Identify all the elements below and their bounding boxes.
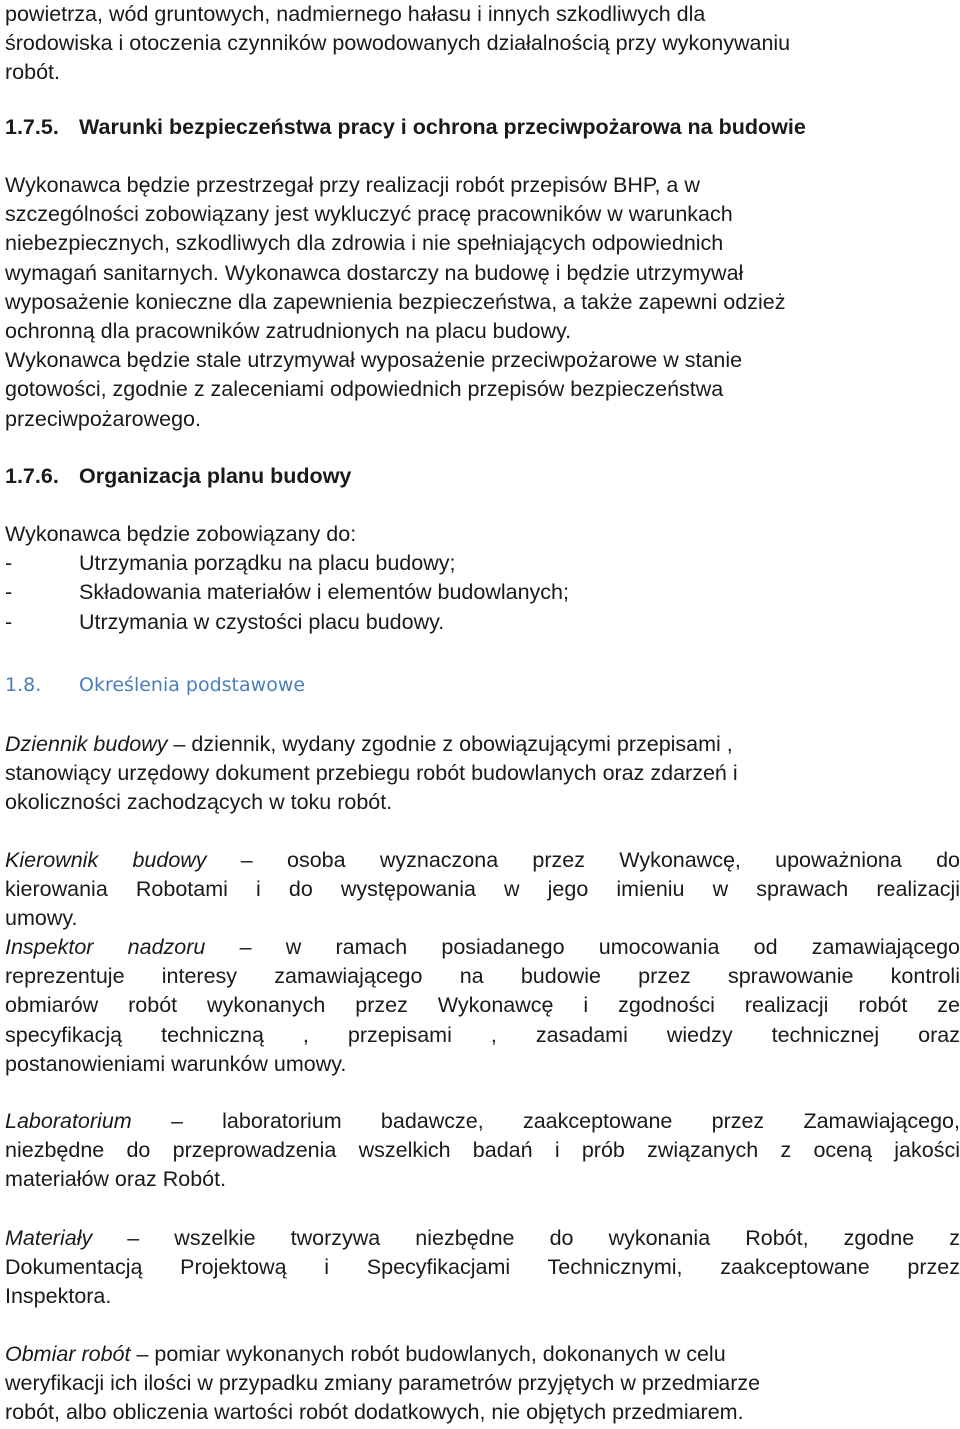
definition-kierownik-budowy <box>5 846 960 934</box>
definition-line: stanowiący urzędowy dokument przebiegu robót budowlanych oraz zdarzeń i <box>5 761 738 786</box>
definition-term: Materiały <box>5 1226 93 1250</box>
list-lead: Wykonawca będzie zobowiązany do: <box>5 522 357 546</box>
definition-line: umowy. <box>5 906 78 931</box>
paragraph-line: szczególności zobowiązany jest wykluczyć pracę pracowników w warunkach <box>5 202 733 227</box>
definition-line: postanowieniami warunków umowy. <box>5 1051 347 1076</box>
definition-line: materiałów oraz Robót. <box>5 1167 227 1192</box>
definition-line: obmiarów robót wykonanych przez Wykonawcę i zgodności realizacji robót ze <box>5 993 960 1018</box>
paragraph-line: Wykonawca będzie przestrzegał przy realizacji robót przepisów BHP, a w <box>5 173 700 197</box>
section-number: 1.7.5. <box>5 115 59 139</box>
definition-laboratorium <box>5 1107 960 1195</box>
paragraph-line: gotowości, zgodnie z zaleceniami odpowiednich przepisów bezpieczeństwa <box>5 377 724 402</box>
paragraph-line: ochronną dla pracowników zatrudnionych na placu budowy. <box>5 319 572 344</box>
definition-term: Inspektor nadzoru <box>5 935 206 959</box>
definition-line: weryfikacji ich ilości w przypadku zmiany parametrów przyjętych w przedmiarze <box>5 1371 761 1396</box>
definition-line: okoliczności zachodzących w toku robót. <box>5 790 393 815</box>
paragraph-line: niebezpiecznych, szkodliwych dla zdrowia i nie spełniających odpowiednich <box>5 231 724 256</box>
definition-line: kierowania Robotami i do występowania w jego imieniu w sprawach realizacji <box>5 877 960 902</box>
paragraph-line: wyposażenie konieczne dla zapewnienia bezpieczeństwa, a także zapewni odzież <box>5 289 786 314</box>
list-item <box>5 608 960 637</box>
intro-line: środowiska i otoczenia czynników powodowanych działalnością przy wykonywaniu <box>5 31 791 56</box>
section-heading-176 <box>5 462 960 491</box>
paragraph-line: wymagań sanitarnych. Wykonawca dostarczy na budowę i będzie utrzymywał <box>5 260 744 285</box>
definition-line: robót, albo obliczenia wartości robót dodatkowych, nie objętych przedmiarem. <box>5 1400 744 1425</box>
definition-text: – w ramach posiadanego umocowania od zamawiającego <box>205 935 960 959</box>
section-title: Określenia podstawowe <box>79 674 306 696</box>
definition-text: – pomiar wykonanych robót budowlanych, dokonanych w celu <box>130 1342 726 1366</box>
list-item <box>5 578 960 607</box>
definition-text: – dziennik, wydany zgodnie z obowiązującymi przepisami , <box>167 732 733 756</box>
list-dash: - <box>5 551 13 576</box>
section-heading-175 <box>5 113 960 142</box>
section-heading-18 <box>5 671 960 700</box>
definition-inspektor-nadzoru <box>5 933 960 1079</box>
intro-line: robót. <box>5 60 60 85</box>
section-title: Organizacja planu budowy <box>79 464 352 488</box>
section-title: Warunki bezpieczeństwa pracy i ochrona przeciwpożarowa na budowie <box>79 115 806 139</box>
list-dash: - <box>5 609 13 634</box>
definition-text: – wszelkie tworzywa niezbędne do wykonania Robót, zgodne z <box>92 1226 960 1250</box>
definition-dziennik-budowy <box>5 730 960 818</box>
section-176-body <box>5 520 960 637</box>
definition-line: Dokumentacją Projektową i Specyfikacjami Technicznymi, zaakceptowane przez <box>5 1255 960 1280</box>
definition-text: – osoba wyznaczona przez Wykonawcę, upoważniona do <box>206 848 960 872</box>
definition-line: reprezentuje interesy zamawiającego na budowie przez sprawowanie kontroli <box>5 964 960 989</box>
list-item <box>5 549 960 578</box>
definition-obmiar-robot <box>5 1340 960 1428</box>
list-item-text: Składowania materiałów i elementów budowlanych; <box>79 580 569 605</box>
definition-materialy <box>5 1224 960 1312</box>
section-number: 1.8. <box>5 674 42 696</box>
list-item-text: Utrzymania w czystości placu budowy. <box>79 609 445 634</box>
definition-term: Obmiar robót <box>5 1342 131 1366</box>
paragraph-line: Wykonawca będzie stale utrzymywał wyposażenie przeciwpożarowe w stanie <box>5 348 743 373</box>
paragraph-line: przeciwpożarowego. <box>5 406 201 431</box>
section-175-paragraph <box>5 171 960 434</box>
definition-term: Kierownik budowy <box>5 848 207 872</box>
definition-term: Dziennik budowy <box>5 732 168 756</box>
section-number: 1.7.6. <box>5 464 59 488</box>
definition-term: Laboratorium <box>5 1109 132 1133</box>
intro-paragraph <box>5 0 960 88</box>
list-dash: - <box>5 580 13 605</box>
list-item-text: Utrzymania porządku na placu budowy; <box>79 551 456 576</box>
definition-line: specyfikacją techniczną , przepisami , zasadami wiedzy technicznej oraz <box>5 1022 960 1047</box>
intro-line: powietrza, wód gruntowych, nadmiernego hałasu i innych szkodliwych dla <box>5 2 706 26</box>
definition-line: niezbędne do przeprowadzenia wszelkich badań i prób związanych z oceną jakości <box>5 1138 960 1163</box>
definition-line: Inspektora. <box>5 1284 112 1309</box>
definition-text: – laboratorium badawcze, zaakceptowane przez Zamawiającego, <box>131 1109 960 1133</box>
